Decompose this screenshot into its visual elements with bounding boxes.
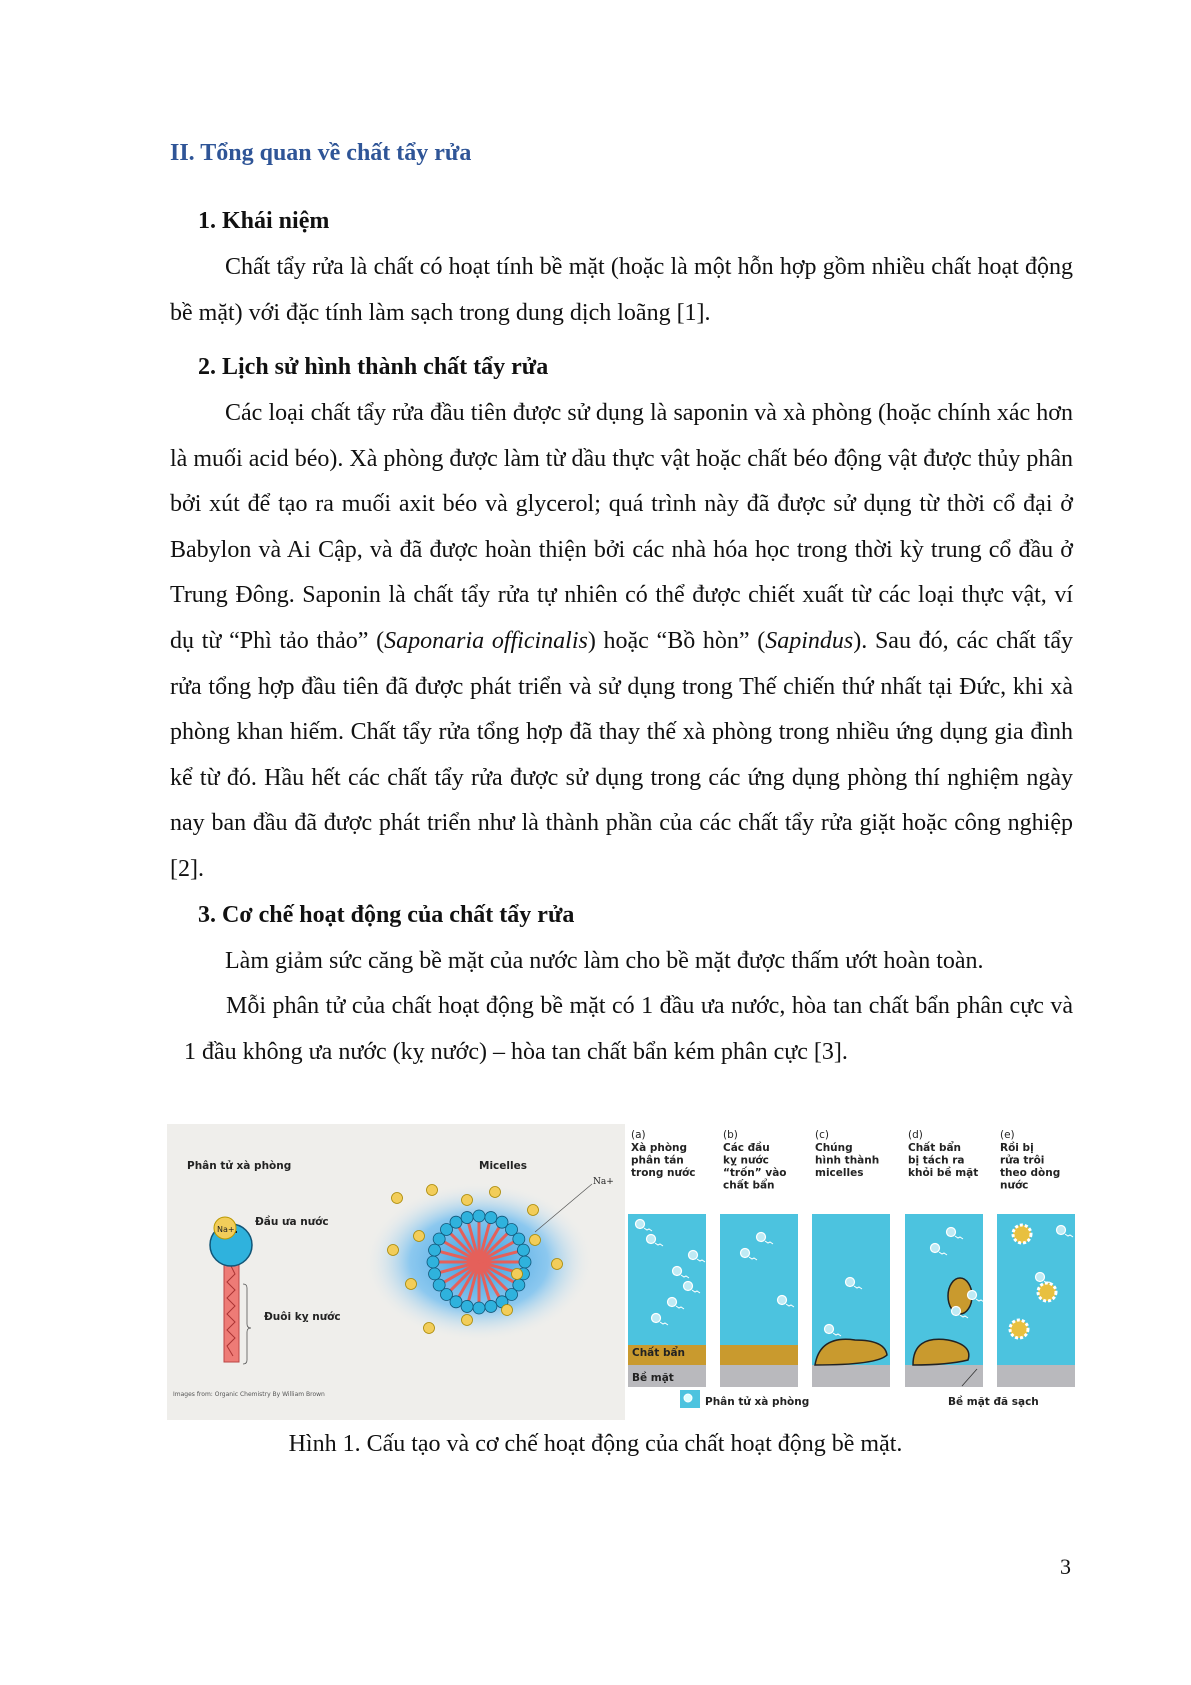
legend-label: Phân tử xà phòng <box>705 1396 810 1408</box>
step-label: rửa trôi <box>1000 1154 1045 1167</box>
cation-icon <box>552 1259 563 1270</box>
anion-head <box>517 1244 529 1256</box>
page-number: 3 <box>1060 1554 1071 1579</box>
heading-mechanism: 3. Cơ chế hoạt động của chất tẩy rửa <box>198 902 575 928</box>
step-label: kỵ nước <box>723 1154 769 1167</box>
tail-label: Đuôi kỵ nước <box>264 1311 341 1323</box>
soap-molecule <box>652 1314 661 1323</box>
soap-molecule <box>931 1244 940 1253</box>
cation-icon <box>462 1195 473 1206</box>
cation-icon <box>392 1193 403 1204</box>
anion-head <box>485 1212 497 1224</box>
figure-caption: Hình 1. Cấu tạo và cơ chế hoạt động của chất hoạt động bề mặt. <box>288 1431 903 1457</box>
cation-icon <box>462 1315 473 1326</box>
micelles-title: Micelles <box>479 1160 527 1172</box>
anion-head <box>473 1302 485 1314</box>
italic-genus: Sapindus <box>765 627 854 654</box>
anion-head <box>513 1233 525 1245</box>
soap-molecule <box>684 1282 693 1291</box>
head-label: Đầu ưa nước <box>255 1216 329 1228</box>
step-label: chất bẩn <box>723 1179 775 1192</box>
soap-molecule <box>825 1325 834 1334</box>
step-letter: (c) <box>815 1129 829 1141</box>
cation-icon <box>427 1185 438 1196</box>
cation-icon <box>512 1269 523 1280</box>
step-label: trong nước <box>631 1167 696 1179</box>
cation-icon <box>528 1205 539 1216</box>
cation-icon <box>502 1305 513 1316</box>
text: ) hoặc “Bồ hòn” ( <box>587 627 766 654</box>
step-label: Rồi bị <box>1000 1142 1034 1154</box>
step-label: Chất bẩn <box>908 1142 962 1154</box>
step-label: bị tách ra <box>908 1154 965 1167</box>
soap-molecule <box>741 1249 750 1258</box>
step-label: nước <box>1000 1179 1029 1192</box>
step-label: “trốn” vào <box>723 1167 787 1179</box>
soap-molecule <box>636 1220 645 1229</box>
paragraph-mechanism-2: Mỗi phân tử của chất hoạt động bề mặt có 1 đầu ưa nước, hòa tan chất bẩn phân cực và 1 đầu không ưa nước (kỵ nước) – hòa tan chất bẩn kém phân cực [3]. <box>184 993 1073 1065</box>
na-ion-label: Na+ <box>593 1177 614 1187</box>
soap-molecule <box>1057 1226 1066 1235</box>
step-label: micelles <box>815 1167 864 1179</box>
anion-head <box>485 1300 497 1312</box>
dirt-layer <box>720 1345 798 1365</box>
anion-head <box>461 1300 473 1312</box>
anion-head <box>429 1268 441 1280</box>
step-label: hình thành <box>815 1154 880 1167</box>
anion-head <box>427 1256 439 1268</box>
soap-molecule <box>689 1251 698 1260</box>
step-letter: (b) <box>723 1129 738 1141</box>
section-title: II. Tổng quan về chất tẩy rửa <box>170 140 472 166</box>
step-label: phân tán <box>631 1154 684 1167</box>
anion-head <box>473 1210 485 1222</box>
step-label: Các đầu <box>723 1142 770 1154</box>
step-label: Xà phòng <box>631 1142 688 1154</box>
cation-icon <box>414 1231 425 1242</box>
dirt-label: Chất bẩn <box>632 1347 686 1359</box>
anion-head <box>450 1216 462 1228</box>
cation-icon <box>406 1279 417 1290</box>
step-panel <box>720 1129 798 1387</box>
anion-head <box>461 1212 473 1224</box>
step-panel <box>997 1129 1075 1387</box>
credit: Images from: Organic Chemistry By William Brown <box>173 1391 325 1398</box>
soap-molecule <box>673 1267 682 1276</box>
figure-surfactant <box>167 1124 1075 1420</box>
cation-icon <box>490 1187 501 1198</box>
anion-head <box>519 1256 531 1268</box>
step-label: Chúng <box>815 1142 853 1154</box>
text: ). Sau đó, các chất tẩy rửa tổng hợp đầu tiên đã được phát triển và sử dụng trong Thế chiến thứ nhất tại Đức, khi xà phòng khan hiếm. Chất tẩy rửa tổng hợp đã thay thế xà phòng trong nhiều ứng dụng gia đình kể từ đó. Hầu hết các chất tẩy rửa được sử dụng trong các ứng dụng phòng thí nghiệm ngày nay ban đầu đã được phát triển như là thành phần của các chất tẩy rửa giặt hoặc công nghiệp [2]. <box>170 627 1073 882</box>
soap-molecule <box>757 1233 766 1242</box>
heading-concept: 1. Khái niệm <box>198 208 330 234</box>
soap-molecule-title: Phân tử xà phòng <box>187 1160 292 1172</box>
soap-molecule <box>668 1298 677 1307</box>
soap-molecule <box>647 1235 656 1244</box>
cation-icon <box>530 1235 541 1246</box>
anion-head <box>433 1279 445 1291</box>
anion-head <box>429 1244 441 1256</box>
na-label: Na+ <box>217 1225 235 1234</box>
surface-label: Bề mặt <box>632 1372 674 1384</box>
step-panel <box>905 1129 984 1387</box>
soap-molecule <box>778 1296 787 1305</box>
cation-icon <box>388 1245 399 1256</box>
heading-history: 2. Lịch sử hình thành chất tẩy rửa <box>198 354 549 380</box>
soap-molecule <box>968 1291 977 1300</box>
step-letter: (e) <box>1000 1129 1015 1141</box>
step-letter: (a) <box>631 1129 646 1141</box>
step-label: theo dòng <box>1000 1167 1061 1179</box>
micelle-icon <box>364 1182 594 1342</box>
soap-molecule <box>846 1278 855 1287</box>
soap-molecule <box>952 1307 961 1316</box>
paragraph-mechanism-1: Làm giảm sức căng bề mặt của nước làm cho bề mặt được thấm ướt hoàn toàn. <box>225 948 984 974</box>
text: Các loại chất tẩy rửa đầu tiên được sử dụng là saponin và xà phòng (hoặc chính xác hơn là muối acid béo). Xà phòng được làm từ dầu thực vật hoặc chất béo động vật được thủy phân bởi xút để tạo ra muối axit béo và glycerol; quá trình này đã được sử dụng từ thời cổ đại ở Babylon và Ai Cập, và đã được hoàn thiện bởi các nhà hóa học trong thời kỳ trung cổ đầu ở Trung Đông. Saponin là chất tẩy rửa tự nhiên có thể được chiết xuất từ các loại thực vật, ví dụ từ “Phì tảo thảo” ( <box>170 400 1073 654</box>
italic-species: Saponaria officinalis <box>384 627 588 654</box>
step-letter: (d) <box>908 1129 923 1141</box>
paragraph-concept: Chất tẩy rửa là chất có hoạt tính bề mặt (hoặc là một hỗn hợp gồm nhiều chất hoạt động bề mặt) với đặc tính làm sạch trong dung dịch loãng [1]. <box>170 254 1073 326</box>
soap-molecule <box>947 1228 956 1237</box>
step-label: khỏi bề mặt <box>908 1167 979 1179</box>
step-panel <box>812 1129 890 1387</box>
soap-molecule <box>1036 1273 1045 1282</box>
clean-surface-label: Bề mặt đã sạch <box>948 1396 1039 1408</box>
cation-icon <box>424 1323 435 1334</box>
paragraph-history <box>170 391 1073 893</box>
